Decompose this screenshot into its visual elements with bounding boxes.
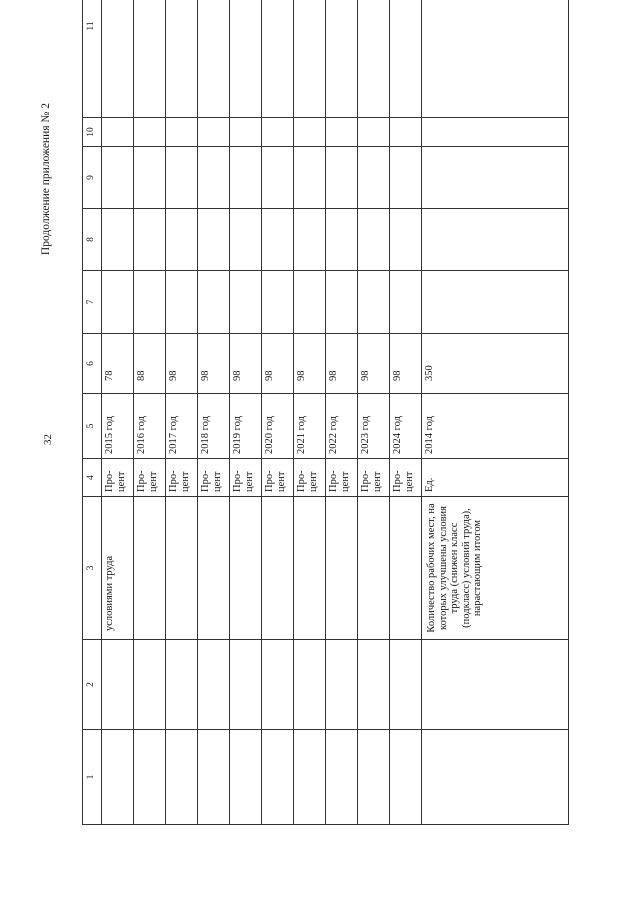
cell-col-10 [358, 118, 390, 147]
indicator-cell: Количество рабочих мест, на которых улучшены условия труда (снижен класс (подкласс) условий труда), нарастающим итогом [422, 497, 569, 640]
cell-col-10 [390, 118, 422, 147]
cell-col-8 [166, 209, 198, 271]
cell-col-1 [262, 730, 294, 825]
indicator-cell [166, 497, 198, 640]
cell-col-10 [262, 118, 294, 147]
cell-col-7 [390, 271, 422, 334]
column-number: 11 [83, 0, 102, 118]
cell-col-7 [294, 271, 326, 334]
cell-col-1 [102, 730, 134, 825]
program-indicators-table [82, 0, 569, 825]
cell-col-7 [134, 271, 166, 334]
cell-col-7 [262, 271, 294, 334]
table-row [422, 0, 569, 825]
cell-col-2 [326, 640, 358, 730]
cell-col-2 [358, 640, 390, 730]
indicator-cell [230, 497, 262, 640]
unit-cell: Про- цент [326, 459, 358, 497]
cell-col-1 [358, 730, 390, 825]
value-cell: 350 [422, 334, 569, 394]
cell-col-11 [134, 0, 166, 118]
table-row [198, 0, 230, 825]
table-row [358, 0, 390, 825]
unit-cell: Про- цент [390, 459, 422, 497]
unit-cell: Ед. [422, 459, 569, 497]
cell-col-11 [262, 0, 294, 118]
cell-col-8 [134, 209, 166, 271]
value-cell: 98 [262, 334, 294, 394]
year-cell: 2021 год [294, 394, 326, 459]
value-cell: 98 [390, 334, 422, 394]
value-cell: 78 [102, 334, 134, 394]
column-number: 2 [83, 640, 102, 730]
year-cell: 2022 год [326, 394, 358, 459]
table-row [166, 0, 198, 825]
indicator-cell [134, 497, 166, 640]
indicator-cell [358, 497, 390, 640]
unit-cell: Про- цент [166, 459, 198, 497]
cell-col-11 [102, 0, 134, 118]
cell-col-10 [134, 118, 166, 147]
column-number: 3 [83, 497, 102, 640]
cell-col-9 [262, 147, 294, 209]
cell-col-8 [358, 209, 390, 271]
indicator-cell: условиями труда [102, 497, 134, 640]
table-row [326, 0, 358, 825]
cell-col-9 [294, 147, 326, 209]
cell-col-2 [262, 640, 294, 730]
cell-col-2 [102, 640, 134, 730]
unit-cell: Про- цент [358, 459, 390, 497]
cell-col-2 [294, 640, 326, 730]
cell-col-7 [230, 271, 262, 334]
column-number: 4 [83, 459, 102, 497]
cell-col-1 [294, 730, 326, 825]
cell-col-2 [230, 640, 262, 730]
cell-col-10 [294, 118, 326, 147]
cell-col-1 [230, 730, 262, 825]
unit-cell: Про- цент [262, 459, 294, 497]
cell-col-11 [198, 0, 230, 118]
cell-col-8 [198, 209, 230, 271]
value-cell: 88 [134, 334, 166, 394]
cell-col-1 [134, 730, 166, 825]
cell-col-10 [102, 118, 134, 147]
cell-col-9 [326, 147, 358, 209]
unit-cell: Про- цент [102, 459, 134, 497]
cell-col-2 [198, 640, 230, 730]
cell-col-8 [230, 209, 262, 271]
cell-col-8 [262, 209, 294, 271]
value-cell: 98 [294, 334, 326, 394]
value-cell: 98 [166, 334, 198, 394]
cell-col-7 [422, 271, 569, 334]
table-row [134, 0, 166, 825]
table-row [294, 0, 326, 825]
table-body [83, 0, 569, 825]
column-number: 9 [83, 147, 102, 209]
cell-col-2 [390, 640, 422, 730]
cell-col-1 [326, 730, 358, 825]
cell-col-8 [390, 209, 422, 271]
cell-col-11 [326, 0, 358, 118]
cell-col-10 [230, 118, 262, 147]
continuation-label: Продолжение приложения № 2 [40, 103, 52, 256]
cell-col-10 [166, 118, 198, 147]
value-cell: 98 [358, 334, 390, 394]
value-cell: 98 [230, 334, 262, 394]
cell-col-1 [198, 730, 230, 825]
column-number: 8 [83, 209, 102, 271]
year-cell: 2018 год [198, 394, 230, 459]
table-row [390, 0, 422, 825]
cell-col-7 [166, 271, 198, 334]
cell-col-9 [422, 147, 569, 209]
cell-col-8 [102, 209, 134, 271]
column-number: 6 [83, 334, 102, 394]
year-cell: 2019 год [230, 394, 262, 459]
year-cell: 2014 год [422, 394, 569, 459]
unit-cell: Про- цент [294, 459, 326, 497]
cell-col-9 [166, 147, 198, 209]
cell-col-1 [422, 730, 569, 825]
cell-col-11 [166, 0, 198, 118]
cell-col-11 [230, 0, 262, 118]
indicator-cell [294, 497, 326, 640]
year-cell: 2020 год [262, 394, 294, 459]
column-number-row [83, 0, 102, 825]
column-number: 10 [83, 118, 102, 147]
cell-col-9 [230, 147, 262, 209]
value-cell: 98 [326, 334, 358, 394]
year-cell: 2015 год [102, 394, 134, 459]
year-cell: 2016 год [134, 394, 166, 459]
unit-cell: Про- цент [134, 459, 166, 497]
cell-col-9 [134, 147, 166, 209]
cell-col-9 [198, 147, 230, 209]
column-number: 7 [83, 271, 102, 334]
cell-col-9 [102, 147, 134, 209]
cell-col-7 [326, 271, 358, 334]
cell-col-7 [198, 271, 230, 334]
cell-col-7 [358, 271, 390, 334]
table-row [102, 0, 134, 825]
cell-col-2 [422, 640, 569, 730]
value-cell: 98 [198, 334, 230, 394]
indicator-cell [390, 497, 422, 640]
cell-col-11 [358, 0, 390, 118]
cell-col-7 [102, 271, 134, 334]
page-number: 32 [42, 434, 54, 445]
table-row [230, 0, 262, 825]
indicator-cell [326, 497, 358, 640]
cell-col-1 [166, 730, 198, 825]
column-number: 5 [83, 394, 102, 459]
indicator-cell [262, 497, 294, 640]
table-row [262, 0, 294, 825]
cell-col-11 [422, 0, 569, 118]
cell-col-9 [390, 147, 422, 209]
cell-col-10 [422, 118, 569, 147]
cell-col-2 [134, 640, 166, 730]
cell-col-10 [326, 118, 358, 147]
indicator-cell [198, 497, 230, 640]
cell-col-8 [422, 209, 569, 271]
cell-col-8 [326, 209, 358, 271]
column-number: 1 [83, 730, 102, 825]
cell-col-10 [198, 118, 230, 147]
cell-col-2 [166, 640, 198, 730]
unit-cell: Про- цент [230, 459, 262, 497]
cell-col-11 [294, 0, 326, 118]
cell-col-8 [294, 209, 326, 271]
cell-col-1 [390, 730, 422, 825]
cell-col-9 [358, 147, 390, 209]
unit-cell: Про- цент [198, 459, 230, 497]
year-cell: 2024 год [390, 394, 422, 459]
year-cell: 2017 год [166, 394, 198, 459]
year-cell: 2023 год [358, 394, 390, 459]
cell-col-11 [390, 0, 422, 118]
